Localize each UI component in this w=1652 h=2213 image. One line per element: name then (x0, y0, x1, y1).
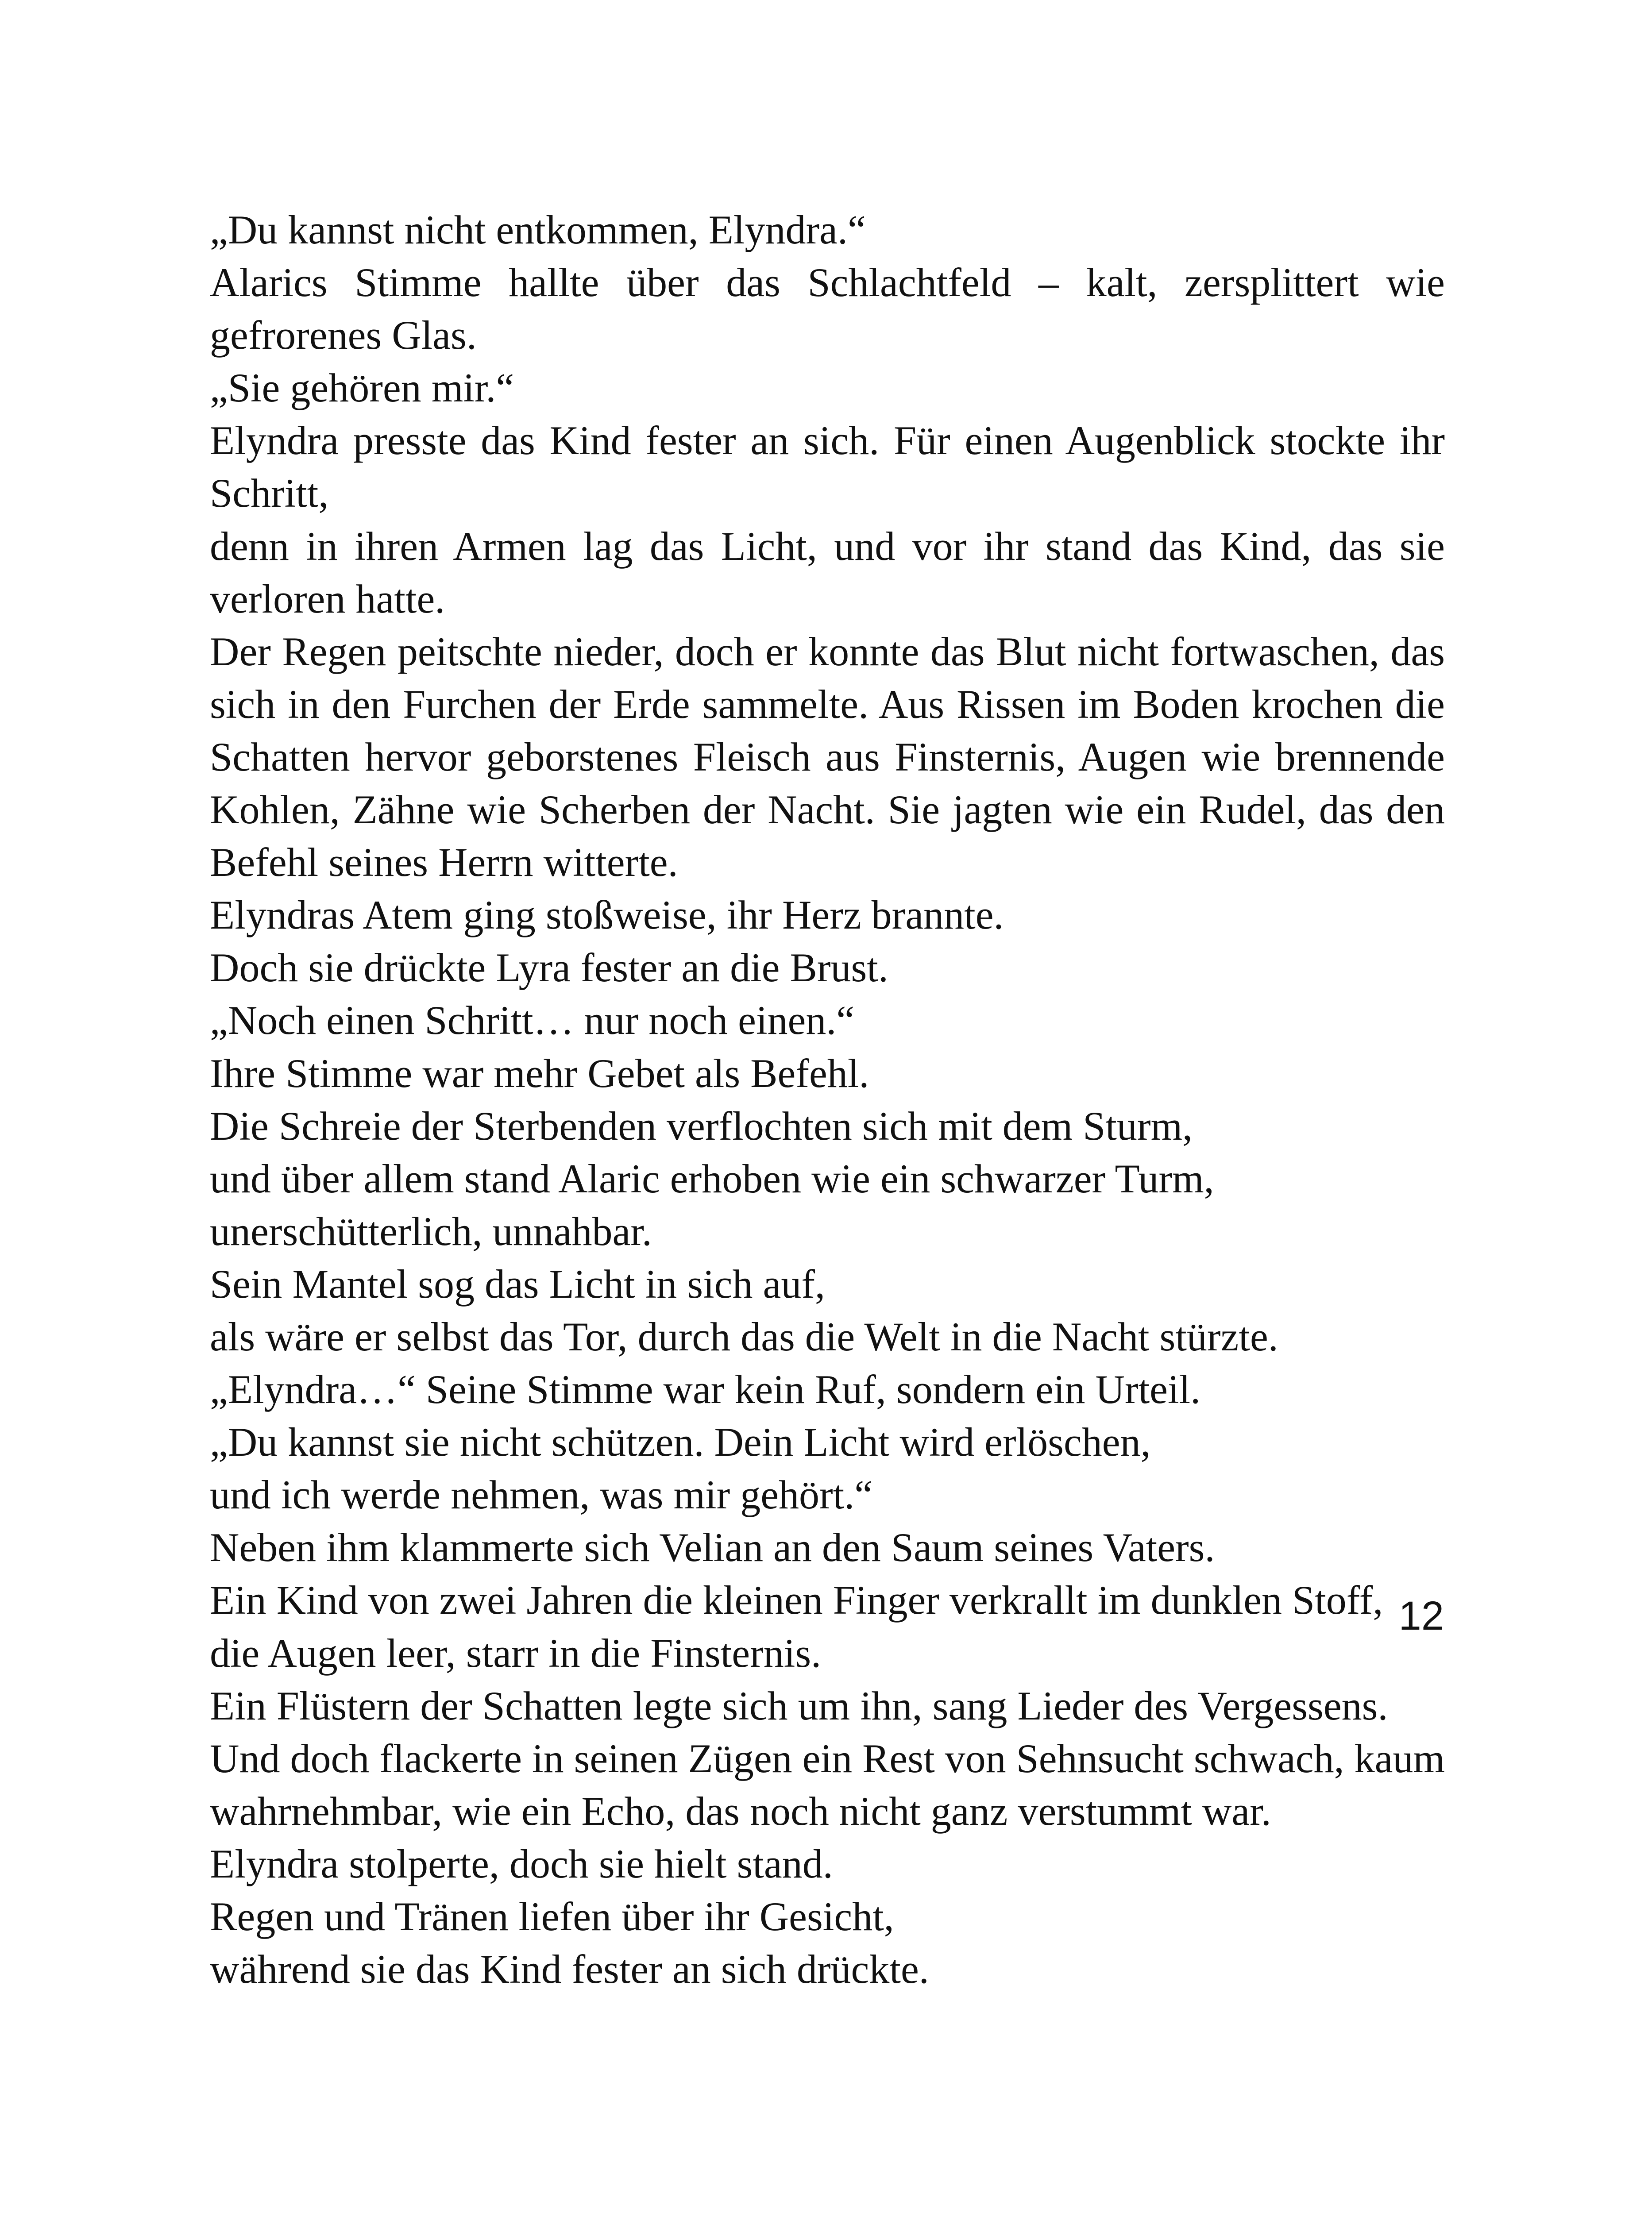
page-number: 12 (1398, 1593, 1444, 1639)
text-line: „Sie gehören mir.“ (210, 365, 514, 411)
text-line: unerschütterlich, unnahbar. (210, 1208, 652, 1254)
text-line: Neben ihm klammerte sich Velian an den Saum seines Vaters. (210, 1525, 1215, 1570)
text-line: Befehl seines Herrn witterte. (210, 840, 678, 885)
text-line: Sein Mantel sog das Licht in sich auf, (210, 1261, 825, 1307)
text-line: Kohlen, Zähne wie Scherben der Nacht. Sie jagten wie ein Rudel, das den (210, 787, 1445, 833)
body-text (210, 204, 1445, 1996)
text-line: Schritt, (210, 470, 329, 516)
text-line: Alarics Stimme hallte über das Schlachtfeld – kalt, zersplittert wie (210, 260, 1445, 305)
text-line: gefrorenes Glas. (210, 312, 477, 358)
text-line: und über allem stand Alaric erhoben wie ein schwarzer Turm, (210, 1156, 1214, 1201)
text-line: Die Schreie der Sterbenden verflochten sich mit dem Sturm, (210, 1103, 1193, 1149)
text-line: Elyndra presste das Kind fester an sich. Für einen Augenblick stockte ihr (210, 418, 1445, 463)
text-line: während sie das Kind fester an sich drückte. (210, 1947, 929, 1992)
text-line: denn in ihren Armen lag das Licht, und vor ihr stand das Kind, das sie (210, 523, 1445, 569)
text-line: Elyndras Atem ging stoßweise, ihr Herz brannte. (210, 892, 1004, 938)
text-line: „Elyndra…“ Seine Stimme war kein Ruf, sondern ein Urteil. (210, 1367, 1201, 1412)
text-line: Doch sie drückte Lyra fester an die Brust. (210, 945, 888, 991)
text-line: „Du kannst nicht entkommen, Elyndra.“ (210, 207, 866, 252)
text-line: Ein Kind von zwei Jahren die kleinen Finger verkrallt im dunklen Stoff, (210, 1577, 1383, 1623)
text-line: wahrnehmbar, wie ein Echo, das noch nicht ganz verstummt war. (210, 1788, 1271, 1834)
text-line: Schatten hervor geborstenes Fleisch aus Finsternis, Augen wie brennende (210, 734, 1445, 779)
text-line: Ihre Stimme war mehr Gebet als Befehl. (210, 1050, 869, 1096)
text-line: sich in den Furchen der Erde sammelte. Aus Rissen im Boden krochen die (210, 681, 1445, 727)
text-line: Der Regen peitschte nieder, doch er konnte das Blut nicht fortwaschen, das (210, 628, 1445, 674)
text-line: Und doch flackerte in seinen Zügen ein Rest von Sehnsucht schwach, kaum (210, 1735, 1445, 1781)
text-line: Ein Flüstern der Schatten legte sich um ihn, sang Lieder des Vergessens. (210, 1683, 1388, 1728)
text-line: „Noch einen Schritt… nur noch einen.“ (210, 998, 855, 1043)
text-line: „Du kannst sie nicht schützen. Dein Licht wird erlöschen, (210, 1419, 1151, 1465)
text-line: die Augen leer, starr in die Finsternis. (210, 1630, 822, 1676)
text-line: Elyndra stolperte, doch sie hielt stand. (210, 1841, 833, 1886)
text-line: und ich werde nehmen, was mir gehört.“ (210, 1472, 873, 1518)
text-line: als wäre er selbst das Tor, durch das die Welt in die Nacht stürzte. (210, 1314, 1278, 1359)
text-line: Regen und Tränen liefen über ihr Gesicht, (210, 1894, 894, 1939)
text-line: verloren hatte. (210, 576, 445, 621)
